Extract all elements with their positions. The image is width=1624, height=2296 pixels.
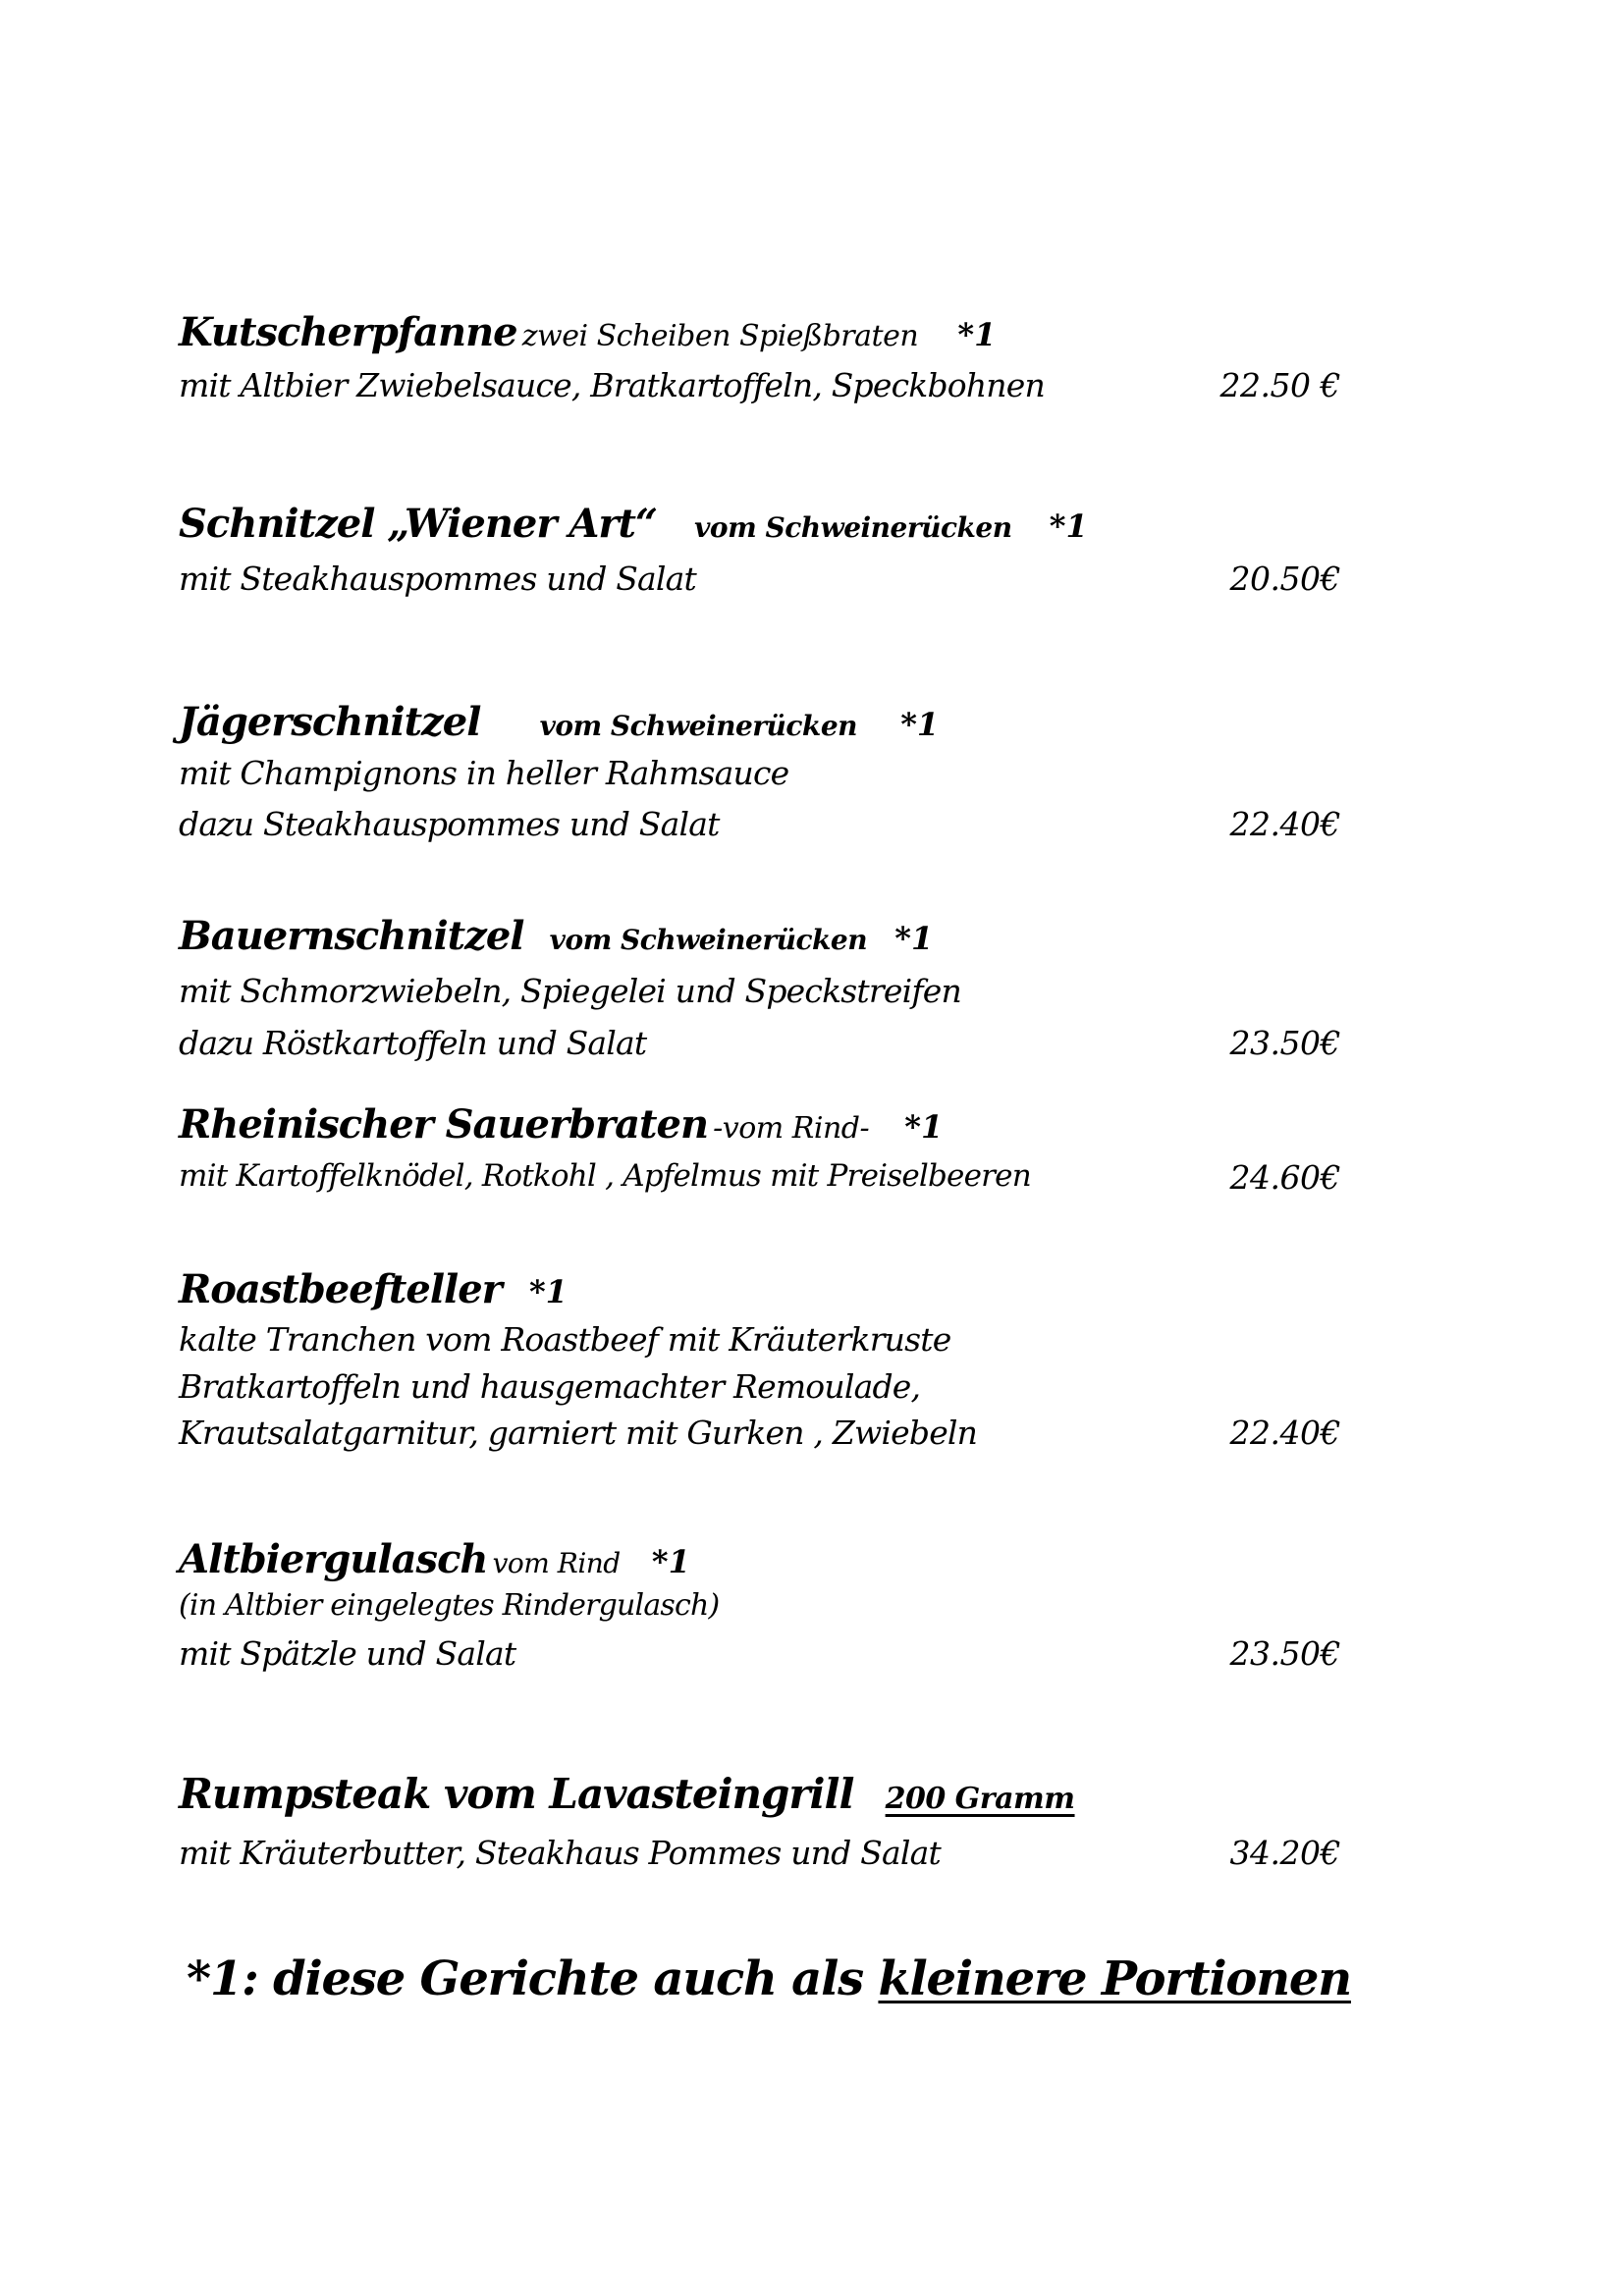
dish-description-line: mit Champignons in heller Rahmsauce (179, 754, 789, 792)
dish-name: Roastbeefteller (179, 1266, 502, 1312)
dish-description-line: mit Kartoffelknödel, Rotkohl , Apfelmus mit Preiselbeeren (179, 1158, 1031, 1194)
dish-description-line: mit Kräuterbutter, Steakhaus Pommes und Salat (179, 1834, 941, 1872)
dish-title-row (179, 1266, 568, 1312)
dish-subtitle: -vom Rind- (713, 1111, 870, 1146)
dish-subtitle: zwei Scheiben Spießbraten (521, 319, 919, 353)
dish-name: Altbiergulasch (179, 1536, 488, 1582)
small-portion-marker: *1 (651, 1543, 690, 1580)
dish-description-line: kalte Tranchen vom Roastbeef mit Kräuterkruste (179, 1320, 951, 1359)
dish-description-line: Bratkartoffeln und hausgemachter Remoulade, (179, 1367, 921, 1406)
dish-title-row (179, 1770, 1075, 1818)
dish-subtitle: vom Schweinerücken (549, 924, 868, 956)
portion-size: 200 Gramm (885, 1782, 1075, 1816)
small-portion-marker: *1 (957, 316, 997, 353)
dish-description-line: Krautsalatgarnitur, garniert mit Gurken , Zwiebeln (179, 1414, 978, 1452)
dish-description-line: (in Altbier eingelegtes Rindergulasch) (179, 1588, 720, 1623)
dish-name: Schnitzel „Wiener Art“ (179, 501, 657, 547)
small-portion-marker: *1 (894, 920, 934, 957)
dish-description-line: mit Altbier Zwiebelsauce, Bratkartoffeln, Speckbohnen (179, 366, 1045, 404)
dish-subtitle: vom Rind (492, 1547, 621, 1579)
dish-description-line: mit Schmorzwiebeln, Spiegelei und Speckstreifen (179, 972, 961, 1010)
dish-name: Rheinischer Sauerbraten (179, 1101, 709, 1148)
dish-price: 22.50 € (1219, 366, 1340, 404)
dish-name: Rumpsteak vom Lavasteingrill (179, 1770, 854, 1818)
small-portion-marker: *1 (900, 706, 940, 743)
dish-price: 22.40€ (1229, 1414, 1340, 1452)
dish-title-row (179, 913, 933, 959)
dish-price: 22.40€ (1229, 805, 1340, 843)
dish-title-row (179, 309, 996, 355)
dish-title-row (179, 699, 939, 745)
small-portion-marker: *1 (1049, 507, 1088, 545)
dish-name: Bauernschnitzel (179, 913, 524, 959)
dish-price: 20.50€ (1229, 560, 1340, 598)
dish-title-row (179, 1536, 690, 1582)
dish-price: 23.50€ (1229, 1024, 1340, 1062)
dish-subtitle: vom Schweinerücken (694, 511, 1012, 544)
dish-price: 23.50€ (1229, 1634, 1340, 1673)
dish-subtitle: vom Schweinerücken (539, 710, 857, 742)
dish-price: 24.60€ (1229, 1158, 1340, 1197)
dish-description-line: mit Steakhauspommes und Salat (179, 560, 697, 598)
dish-name: Kutscherpfanne (179, 309, 517, 355)
dish-title-row (179, 1101, 943, 1148)
footnote-text: *1: diese Gerichte auch als (187, 1951, 863, 2006)
dish-title-row (179, 501, 1088, 547)
dish-name: Jägerschnitzel (179, 699, 481, 745)
dish-price: 34.20€ (1229, 1834, 1340, 1872)
footnote (187, 1951, 1351, 2006)
dish-description-line: dazu Röstkartoffeln und Salat (179, 1024, 647, 1062)
small-portion-marker: *1 (904, 1108, 944, 1146)
dish-description-line: mit Spätzle und Salat (179, 1634, 516, 1673)
dish-description-line: dazu Steakhauspommes und Salat (179, 805, 720, 843)
footnote-emphasis: kleinere Portionen (878, 1951, 1351, 2006)
small-portion-marker: *1 (528, 1273, 568, 1310)
